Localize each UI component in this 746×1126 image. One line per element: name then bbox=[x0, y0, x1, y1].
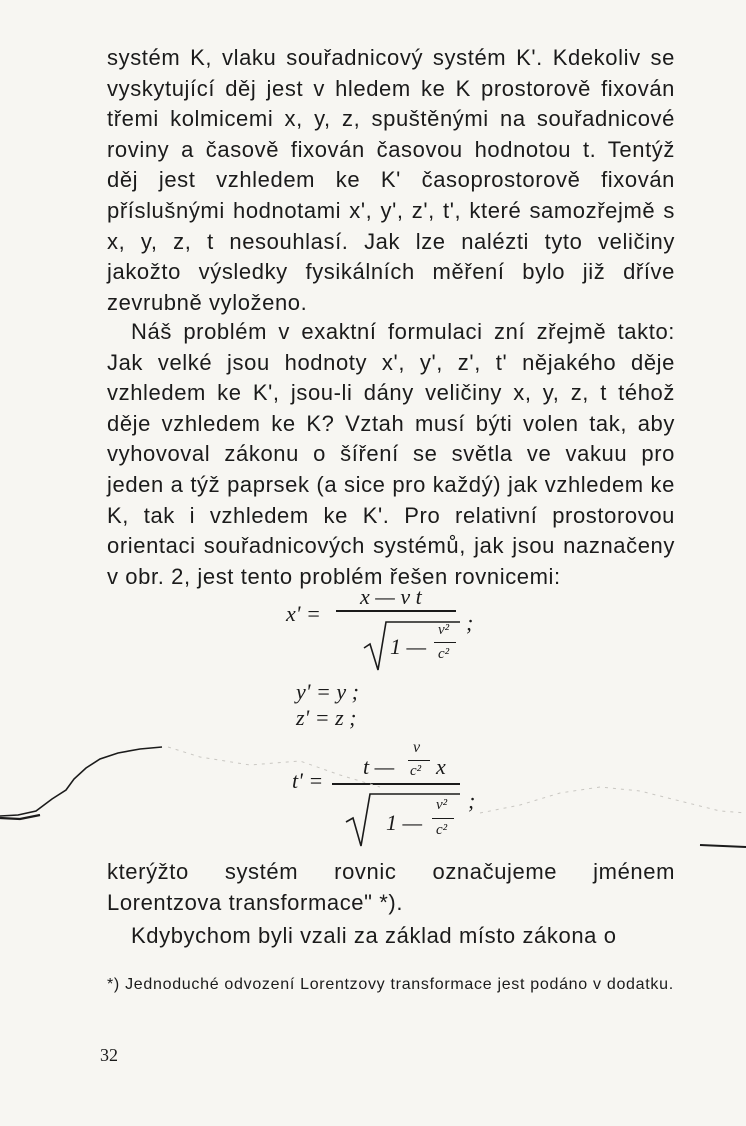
equation-z-prime: z' = z ; bbox=[296, 705, 357, 730]
paragraph-1: systém K, vlaku souřadnicový systém K'. Kdekoliv se vyskytující děj jest v hledem ke K prostorově fixován třemi kolmicemi x, y, z, spuštěnými na souřadnicové roviny a časově fixován časovou hodnotou t. Tentýž děj jest vzhledem ke K' časoprostorově fixován příslušnými hodnotami x', y', z', t', které samozřejmě s x, y, z, t nesouhlasí. Jak lze nalézti tyto veličiny jakožto výsledky fysikálních měření bylo již dříve zevrubně vyloženo. bbox=[107, 45, 675, 315]
eq1-den-c: c² bbox=[438, 646, 450, 662]
eq4-num-x: x bbox=[436, 754, 446, 779]
eq1-den-one: 1 — bbox=[390, 634, 427, 659]
eq4-num-v: v bbox=[413, 739, 421, 756]
eq4-semicolon: ; bbox=[468, 788, 476, 813]
eq1-lhs: x' = bbox=[286, 601, 321, 626]
eq4-lhs: t' = bbox=[292, 768, 324, 793]
paragraph-3: kterýžto systém rovnic označujeme jménem Lorentzova transformace" *). bbox=[107, 859, 675, 915]
equation-y-prime: y' = y ; bbox=[296, 679, 359, 704]
eq4-num-t: t — bbox=[363, 754, 395, 779]
paragraph-4: Kdybychom byli vzali za základ místo zákona o bbox=[131, 923, 617, 948]
eq1-den-v: v² bbox=[438, 622, 450, 638]
torn-paper-edge bbox=[0, 735, 746, 875]
eq1-inner-bar bbox=[434, 642, 456, 643]
eq1-numerator: x — v t bbox=[360, 584, 422, 609]
eq1-fraction-bar bbox=[336, 610, 456, 612]
eq4-num-c: c² bbox=[410, 763, 422, 779]
eq4-den-c: c² bbox=[436, 822, 448, 838]
page-number: 32 bbox=[100, 1045, 118, 1065]
eq4-den-v: v² bbox=[436, 797, 448, 813]
eq4-den-one: 1 — bbox=[386, 810, 423, 835]
footnote: *) Jednoduché odvození Lorentzovy transformace jest podáno v dodatku. bbox=[107, 976, 674, 993]
eq1-semicolon: ; bbox=[466, 610, 474, 635]
paragraph-2: Náš problém v exaktní formulaci zní zřejmě takto: Jak velké jsou hodnoty x', y', z', t' nějakého děje vzhledem ke K', jsou-li dány veličiny x, y, z, t téhož děje vzhledem ke K? Vztah musí býti volen tak, aby vyhovoval zákonu o šíření se světla ve vakuu pro jeden a týž paprsek (a sice pro každý) jak vzhledem ke K, tak i vzhledem ke K'. Pro relativní prostorovou orientaci souřadnicových systémů, jak jsou naznačeny v obr. 2, jest tento problém řešen rovnicemi: bbox=[107, 319, 675, 589]
